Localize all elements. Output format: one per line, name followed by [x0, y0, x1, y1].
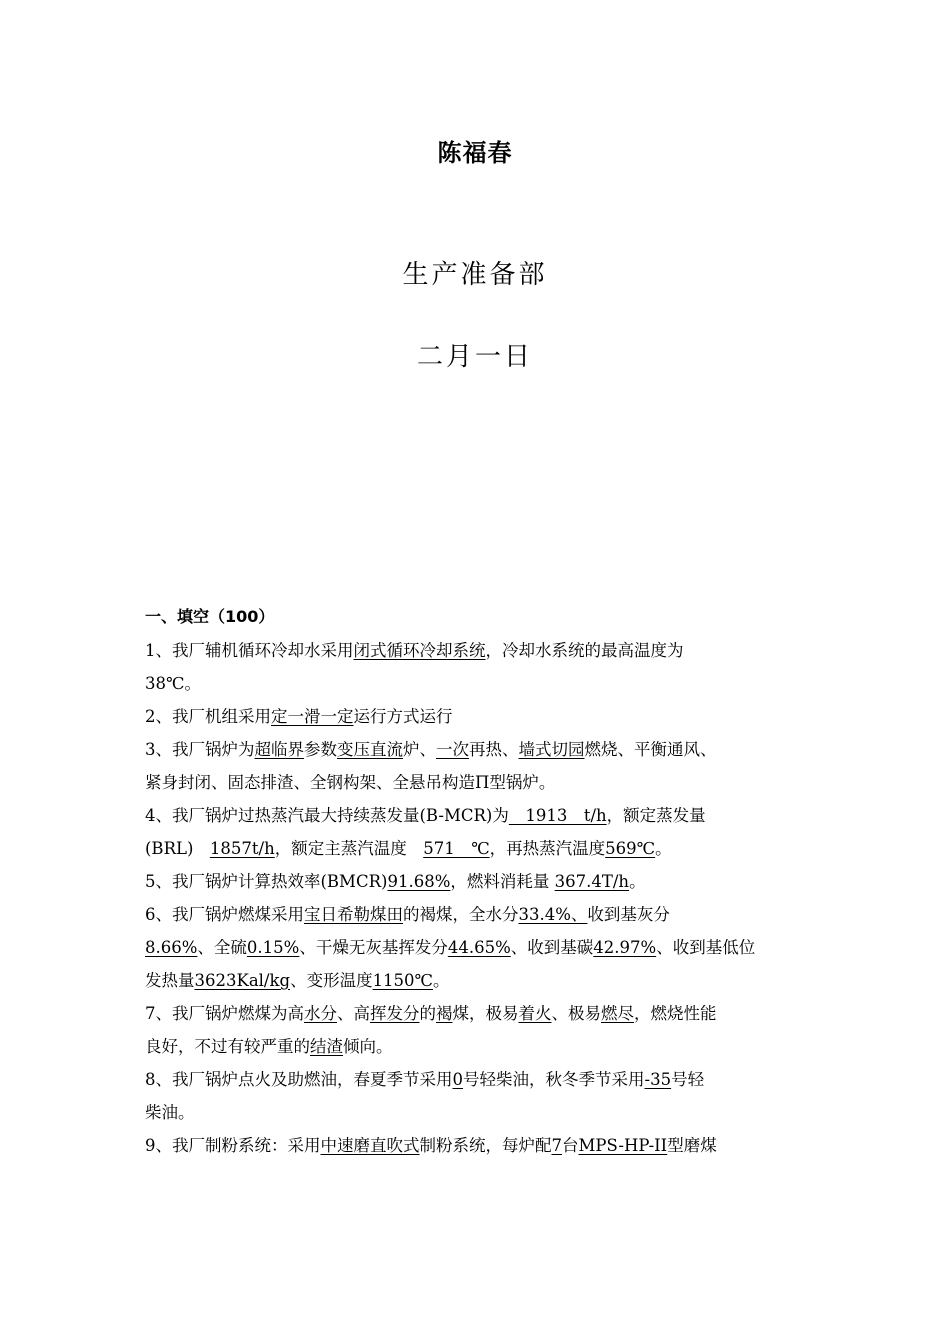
- answer-blank: 91.68%: [387, 872, 451, 891]
- question-7-line-1: 7、我厂锅炉燃煤为高水分、高挥发分的褐煤，极易着火、极易燃尽，燃烧性能: [145, 1004, 717, 1023]
- question-6-line-3: 发热量3623Kal/kg、变形温度1150℃。: [145, 971, 450, 990]
- answer-blank: 42.97%: [593, 938, 657, 957]
- question-8-line-2: 柴油。: [145, 1103, 195, 1122]
- answer-blank: 571 ℃: [423, 839, 490, 858]
- answer-blank: 0: [452, 1070, 463, 1089]
- question-5-line-1: 5、我厂锅炉计算热效率(BMCR)91.68%，燃料消耗量 367.4T/h。: [145, 872, 646, 891]
- question-9-line-1: 9、我厂制粉系统：采用中速磨直吹式制粉系统，每炉配7台MPS-HP-II型磨煤: [145, 1136, 717, 1155]
- question-3-line-2: 紧身封闭、固态排渣、全钢构架、全悬吊构造Π型锅炉。: [145, 773, 556, 792]
- answer-blank: 超临界: [254, 740, 304, 759]
- answer-blank: 一次: [436, 740, 469, 759]
- answer-blank: 3623Kal/kg: [194, 971, 291, 990]
- question-3-line-1: 3、我厂锅炉为超临界参数变压直流炉、一次再热、墙式切园燃烧、平衡通风、: [145, 740, 717, 759]
- question-1-line-1: 1、我厂辅机循环冷却水采用闭式循环冷却系统，冷却水系统的最高温度为: [145, 641, 684, 660]
- question-8-line-1: 8、我厂锅炉点火及助燃油，春夏季节采用0号轻柴油，秋冬季节采用-35号轻: [145, 1070, 705, 1089]
- answer-blank: 闭式循环冷却系统: [353, 641, 486, 660]
- answer-blank: 燃尽: [601, 1004, 634, 1023]
- document-date: 二月一日: [416, 342, 533, 372]
- answer-blank: -35: [644, 1070, 672, 1089]
- author-name: 陈福春: [437, 138, 513, 167]
- answer-blank: 44.65%: [447, 938, 511, 957]
- answer-blank: 水分: [304, 1004, 337, 1023]
- answer-blank: 367.4T/h: [554, 872, 630, 891]
- answer-blank: 宝日希勒煤田: [304, 905, 403, 924]
- answer-blank: 变压直流: [337, 740, 403, 759]
- question-1-line-2: 38℃。: [145, 674, 201, 693]
- answer-blank: 1913 t/h: [508, 806, 607, 825]
- section-heading: 一、填空（100）: [145, 607, 275, 626]
- answer-blank: 8.66%: [145, 938, 198, 957]
- answer-blank: 墙式切园: [518, 740, 585, 759]
- question-4-line-2: (BRL) 1857t/h，额定主蒸汽温度 571 ℃，再热蒸汽温度569℃。: [145, 839, 672, 858]
- department-name: 生产准备部: [402, 260, 548, 290]
- answer-blank: 33.4%、: [518, 905, 588, 924]
- answer-blank: 褐: [436, 1004, 453, 1023]
- answer-blank: 7: [551, 1136, 562, 1155]
- document-body: [145, 606, 807, 1162]
- question-2-line-1: 2、我厂机组采用定一滑一定运行方式运行: [145, 707, 453, 726]
- answer-blank: 1150℃: [372, 971, 434, 990]
- answer-blank: 结渣: [310, 1037, 343, 1056]
- answer-blank: MPS-HP-II: [578, 1136, 668, 1155]
- answer-blank: 着火: [518, 1004, 552, 1023]
- answer-blank: 1857t/h: [209, 839, 275, 858]
- answer-blank: 569℃: [605, 839, 656, 858]
- question-4-line-1: 4、我厂锅炉过热蒸汽最大持续蒸发量(B-MCR)为 1913 t/h，额定蒸发量: [145, 806, 706, 825]
- answer-blank: 中速磨直吹式: [320, 1136, 420, 1155]
- question-6-line-1: 6、我厂锅炉燃煤采用宝日希勒煤田的褐煤，全水分33.4%、收到基灰分: [145, 905, 670, 924]
- answer-blank: 挥发分: [370, 1004, 420, 1023]
- question-6-line-2: 8.66%、全硫0.15%、干燥无灰基挥发分44.65%、收到基碳42.97%、收到基低位: [145, 938, 756, 957]
- answer-blank: 定一滑一定: [271, 707, 354, 726]
- answer-blank: 0.15%: [246, 938, 300, 957]
- question-7-line-2: 良好，不过有较严重的结渣倾向。: [145, 1037, 393, 1056]
